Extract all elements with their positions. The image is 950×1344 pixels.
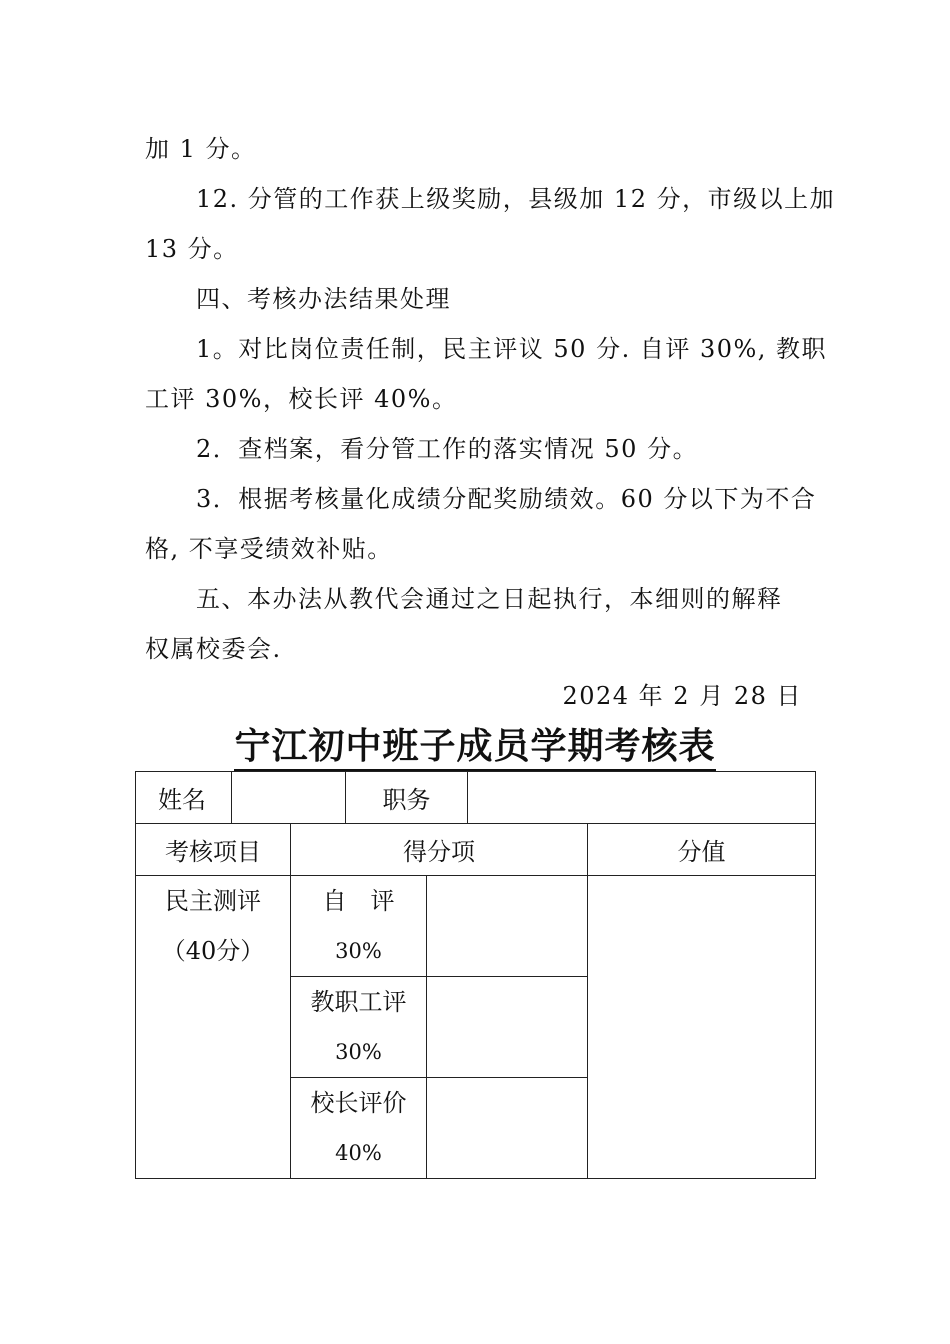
position-label: 职务	[346, 772, 468, 824]
principal-evaluation-label	[291, 1078, 427, 1179]
paragraph-line: 工评 30%，校长评 40%。	[145, 385, 458, 413]
paragraph-line: 1。对比岗位责任制，民主评议 50 分. 自评 30%, 教职	[196, 335, 828, 363]
table-row	[136, 772, 816, 824]
table-row	[136, 876, 816, 977]
section-points: （40分）	[161, 937, 265, 965]
paragraph-line: 五、本办法从教代会通过之日起执行，本细则的解释	[196, 585, 783, 613]
paragraph-line: 13 分。	[145, 235, 239, 263]
self-evaluation-label	[291, 876, 427, 977]
principal-evaluation-score[interactable]	[427, 1078, 588, 1179]
paragraph-line: 加 1 分。	[145, 135, 257, 163]
name-field[interactable]	[232, 772, 346, 824]
row-label: 教职工评	[310, 988, 407, 1016]
paragraph-line: 权属校委会.	[145, 635, 282, 663]
section-name: 民主测评	[165, 887, 261, 915]
position-field[interactable]	[468, 772, 816, 824]
document-date: 2024 年 2 月 28 日	[562, 682, 802, 710]
staff-evaluation-score[interactable]	[427, 977, 588, 1078]
row-label: 校长评价	[310, 1089, 407, 1117]
section-heading: 四、考核办法结果处理	[196, 285, 451, 313]
row-weight: 40%	[335, 1141, 382, 1165]
header-value: 分值	[588, 824, 816, 876]
value-cell[interactable]	[588, 876, 816, 1179]
form-title: 宁江初中班子成员学期考核表	[234, 725, 715, 771]
name-label: 姓名	[136, 772, 232, 824]
row-weight: 30%	[335, 939, 382, 963]
paragraph-line: 3．根据考核量化成绩分配奖励绩效。60 分以下为不合	[196, 485, 817, 513]
paragraph-line: 格, 不享受绩效补贴。	[145, 535, 393, 563]
self-evaluation-score[interactable]	[427, 876, 588, 977]
paragraph-line: 2．查档案，看分管工作的落实情况 50 分。	[196, 435, 699, 463]
row-label: 自 评	[322, 887, 395, 915]
staff-evaluation-label	[291, 977, 427, 1078]
assessment-table	[135, 771, 816, 1179]
header-score-item: 得分项	[291, 824, 588, 876]
table-row	[136, 824, 816, 876]
section-democratic-evaluation	[136, 876, 291, 1179]
header-assessment-item: 考核项目	[136, 824, 291, 876]
form-title-wrap	[0, 724, 950, 768]
paragraph-line: 12. 分管的工作获上级奖励，县级加 12 分，市级以上加	[196, 185, 836, 213]
row-weight: 30%	[335, 1040, 382, 1064]
